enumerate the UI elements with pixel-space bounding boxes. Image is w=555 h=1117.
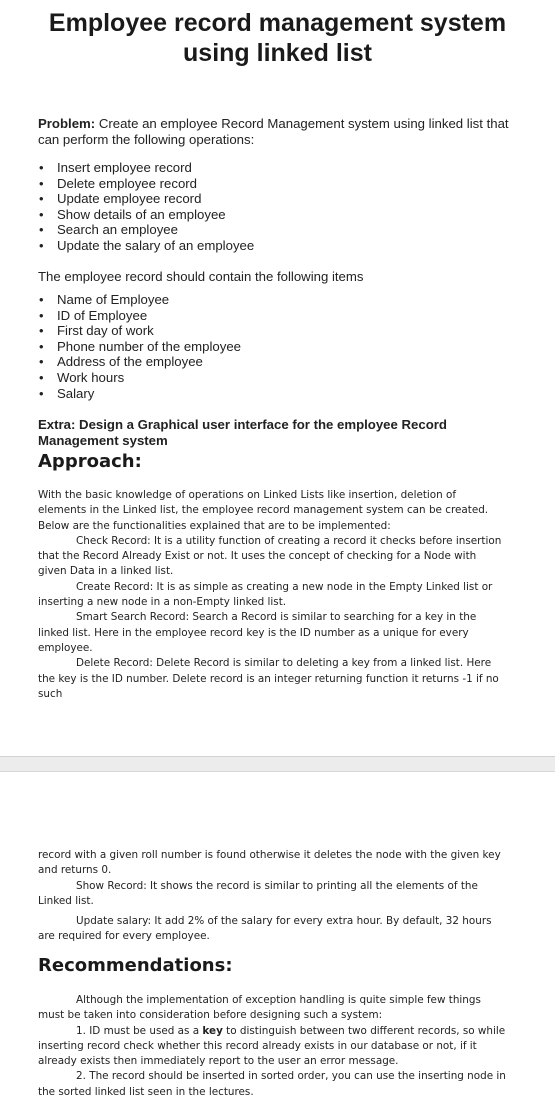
key-term: key (202, 1024, 223, 1037)
recommendations-heading: Recommendations: (38, 955, 233, 976)
operations-list (38, 160, 518, 254)
list-item: • Insert employee record (39, 160, 192, 175)
recommendation-1: 1. ID must be used as a key to distinguish between two different records, so while inserting record check whether this record already exists in our database or not, if it already exists then immediately report to the user an error message. (38, 1024, 506, 1068)
list-item: • Update the salary of an employee (39, 237, 255, 253)
list-item: • Show details of an employee (39, 206, 226, 222)
update-salary-desc: Update salary: It add 2% of the salary for every extra hour. By default, 32 hours are required for every employee. (38, 915, 492, 943)
list-item: • Phone number of the employee (39, 338, 242, 354)
recommendation-2: 2. The record should be inserted in sorted order, you can use the inserting node in the sorted linked list seen in the lectures. (38, 1070, 506, 1098)
list-item: • Name of Employee (39, 292, 170, 307)
approach-body-continued (38, 848, 508, 945)
list-item: • Update employee record (39, 191, 202, 207)
record-items-list (38, 292, 518, 401)
list-item: • Salary (39, 385, 95, 401)
title-line-1: Employee record management system (48, 9, 507, 37)
delete-record-desc-continued: record with a given roll number is found otherwise it deletes the node with the given key and returns 0. (38, 849, 501, 877)
list-item: • First day of work (39, 323, 154, 339)
list-item: • Address of the employee (39, 354, 203, 370)
approach-heading: Approach: (38, 451, 142, 472)
create-record-desc: Create Record: It is as simple as creating a new node in the Empty Linked list or inserting a new node in a non-Empty linked list. (38, 580, 493, 609)
problem-statement (38, 116, 513, 147)
items-intro: The employee record should contain the following items (38, 269, 364, 284)
approach-intro: With the basic knowledge of operations on Linked Lists like insertion, deletion of elements in the Linked list, the employee record management system can be created. Below are the functionalities explained that are to be implemented: (38, 489, 489, 532)
title-line-2: using linked list (183, 39, 372, 67)
recommendations-intro: Although the implementation of exception handling is quite simple few things must be taken into consideration before designing such a system: (38, 994, 481, 1022)
check-record-desc: Check Record: It is a utility function of creating a record it checks before insertion that the Record Already Exist or not. It uses the concept of checking for a Node with given Data in a linked list. (38, 534, 502, 578)
show-record-desc: Show Record: It shows the record is similar to printing all the elements of the Linked list. (38, 879, 478, 907)
search-record-desc: Smart Search Record: Search a Record is similar to searching for a key in the linked list. Here in the employee record key is the ID number as a unique for every employee. (38, 611, 477, 654)
problem-label: Problem: (38, 116, 96, 131)
extra-task: Extra: Design a Graphical user interface for the employee Record Management system (38, 417, 447, 448)
recommendations-body (38, 993, 508, 1100)
page-title (0, 8, 555, 68)
document-page-2 (0, 772, 555, 1117)
list-item: • ID of Employee (39, 307, 148, 323)
problem-text: Create an employee Record Management system using linked list that can perform the following operations: (38, 116, 509, 147)
list-item: • Delete employee record (39, 175, 198, 191)
page-separator (0, 756, 555, 772)
list-item: • Work hours (39, 369, 125, 385)
list-item: • Search an employee (39, 222, 178, 238)
approach-body (38, 488, 503, 702)
delete-record-desc: Delete Record: Delete Record is similar to deleting a key from a linked list. Here the key is the ID number. Delete record is an integer returning function it returns -1 if no such (38, 657, 499, 700)
